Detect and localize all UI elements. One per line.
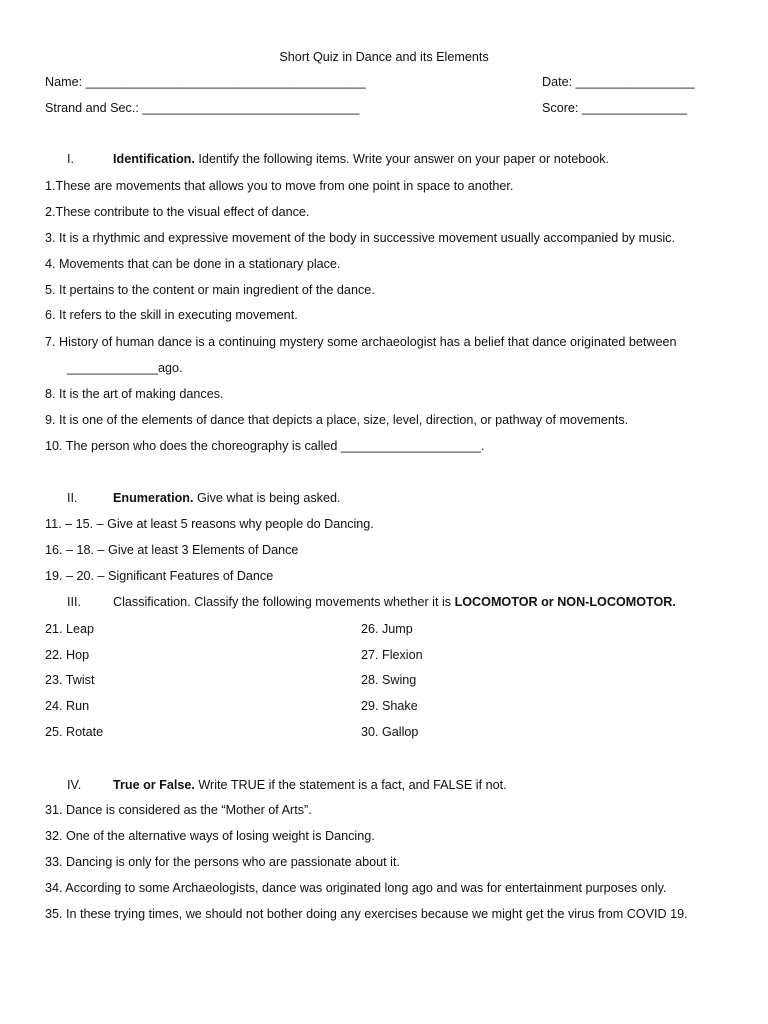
section-4-instruction: Write TRUE if the statement is a fact, and FALSE if not.	[194, 778, 507, 792]
question-item: 2.These contribute to the visual effect of dance.	[45, 205, 310, 219]
question-item: 3. It is a rhythmic and expressive movement of the body in successive movement usually accompanied by music.	[45, 231, 675, 245]
movement-item: 21. Leap	[45, 622, 95, 636]
movement-item: 28. Swing	[361, 673, 417, 687]
section-4-numeral: IV.	[67, 778, 82, 792]
statement-item: 33. Dancing is only for the persons who are passionate about it.	[45, 855, 400, 869]
statement-item: 35. In these trying times, we should not bother doing any exercises because we might get the virus from COVID 19.	[45, 907, 688, 921]
section-3-numeral: III.	[67, 595, 81, 609]
question-item: 16. – 18. – Give at least 3 Elements of Dance	[45, 543, 299, 557]
score-field: Score: _______________	[542, 101, 687, 115]
section-1-header	[113, 151, 609, 167]
section-3-header	[113, 594, 676, 610]
question-item: 5. It pertains to the content or main ingredient of the dance.	[45, 283, 375, 297]
movement-item: 22. Hop	[45, 648, 90, 662]
section-2-heading: Enumeration.	[113, 491, 194, 505]
locomotor-label: LOCOMOTOR	[454, 595, 538, 609]
date-field: Date: _________________	[542, 75, 695, 89]
section-1-instruction: Identify the following items. Write your answer on your paper or notebook.	[194, 152, 610, 166]
section-2-header	[113, 490, 341, 506]
question-item: 11. – 15. – Give at least 5 reasons why people do Dancing.	[45, 517, 374, 531]
quiz-title: Short Quiz in Dance and its Elements	[279, 50, 489, 64]
section-2-numeral: II.	[67, 491, 78, 505]
question-item: 10. The person who does the choreography is called ____________________.	[45, 439, 485, 453]
question-item: 19. – 20. – Significant Features of Dance	[45, 569, 274, 583]
movement-item: 25. Rotate	[45, 725, 104, 739]
question-item: 8. It is the art of making dances.	[45, 387, 224, 401]
non-locomotor-label: NON-LOCOMOTOR.	[557, 595, 676, 609]
question-item: 7. History of human dance is a continuing mystery some archaeologist has a belief that dance originated between	[45, 335, 677, 349]
movement-item: 26. Jump	[361, 622, 413, 636]
section-1-numeral: I.	[67, 152, 74, 166]
question-item: 1.These are movements that allows you to move from one point in space to another.	[45, 179, 514, 193]
question-item: 6. It refers to the skill in executing movement.	[45, 308, 298, 322]
strand-section-field: Strand and Sec.: _______________________________	[45, 101, 360, 115]
statement-item: 31. Dance is considered as the “Mother of Arts”.	[45, 803, 312, 817]
question-item-continuation: _____________ago.	[67, 361, 183, 375]
statement-item: 34. According to some Archaeologists, dance was originated long ago and was for entertainment purposes only.	[45, 881, 667, 895]
question-item: 4. Movements that can be done in a stationary place.	[45, 257, 341, 271]
question-item: 9. It is one of the elements of dance that depicts a place, size, level, direction, or pathway of movements.	[45, 413, 629, 427]
section-4-heading: True or False.	[113, 778, 195, 792]
statement-item: 32. One of the alternative ways of losing weight is Dancing.	[45, 829, 375, 843]
movement-item: 27. Flexion	[361, 648, 423, 662]
section-4-header	[113, 777, 507, 793]
movement-item: 23. Twist	[45, 673, 95, 687]
movement-item: 30. Gallop	[361, 725, 419, 739]
movement-item: 29. Shake	[361, 699, 418, 713]
movement-item: 24. Run	[45, 699, 90, 713]
or-label: or	[537, 595, 558, 609]
section-2-instruction: Give what is being asked.	[193, 491, 341, 505]
section-3-instruction: Classification. Classify the following movements whether it is	[113, 595, 455, 609]
name-field: Name: ________________________________________	[45, 75, 366, 89]
section-1-heading: Identification.	[113, 152, 195, 166]
